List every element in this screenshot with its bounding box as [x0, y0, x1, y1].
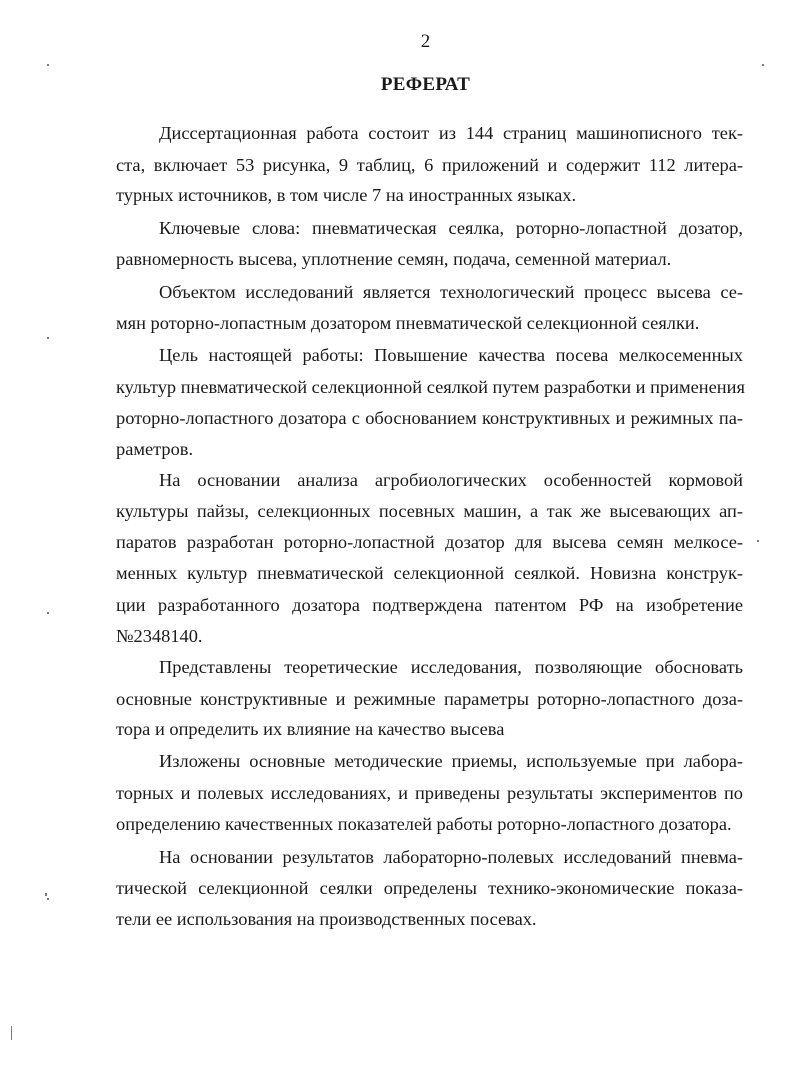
text-line: На основании результатов лабораторно-полевых исследований пневма-: [159, 847, 743, 867]
text-line: Изложены основные методические приемы, используемые при лабора-: [159, 751, 743, 771]
scan-speck: [762, 64, 764, 66]
text-line: ста, включает 53 рисунка, 9 таблиц, 6 приложений и содержит 112 литера-: [116, 155, 743, 175]
text-line: основные конструктивные и режимные параметры роторно-лопастного доза-: [116, 689, 743, 709]
text-line: турных источников, в том числе 7 на иностранных языках.: [116, 185, 577, 205]
text-line: определению качественных показателей работы роторно-лопастного дозатора.: [116, 814, 732, 834]
scan-speck: [47, 64, 49, 66]
scan-speck: [47, 337, 49, 339]
text-line: раметров.: [116, 439, 194, 459]
text-line: Представлены теоретические исследования, позволяющие обосновать: [159, 657, 743, 677]
text-line: культуры пайзы, селекционных посевных машин, а так же высевающих ап-: [116, 501, 743, 521]
scan-speck: [47, 898, 49, 900]
text-line: Объектом исследований является технологический процесс высева се-: [159, 282, 743, 302]
text-line: ции разработанного дозатора подтверждена патентом РФ на изобретение: [116, 595, 743, 615]
text-line: №2348140.: [116, 626, 203, 646]
text-line: роторно-лопастного дозатора с обоснованием конструктивных и режимных па-: [116, 408, 743, 428]
text-line: торных и полевых исследованиях, и приведены результаты экспериментов по: [116, 783, 743, 803]
text-line: Цель настоящей работы: Повышение качества посева мелкосеменных: [159, 345, 743, 365]
text-line: мян роторно-лопастным дозатором пневматической селекционной сеялки.: [116, 313, 700, 333]
text-line: культур пневматической селекционной сеялкой путем разработки и применения: [116, 377, 745, 397]
text-line: Диссертационная работа состоит из 144 страниц машинописного тек-: [159, 123, 743, 143]
page-number: 2: [420, 31, 431, 52]
text-line: На основании анализа агробиологических особенностей кормовой: [159, 470, 743, 490]
text-line: равномерность высева, уплотнение семян, подача, семенной материал.: [116, 249, 672, 269]
text-line: тора и определить их влияние на качество высева: [116, 719, 505, 739]
text-line: тели ее использования на производственных посевах.: [116, 909, 537, 929]
scan-speck: [11, 1026, 12, 1040]
page-title: РЕФЕРАТ: [380, 74, 471, 95]
scan-speck: [47, 612, 49, 614]
text-line: менных культур пневматической селекционной сеялкой. Новизна конструк-: [116, 563, 743, 583]
scan-speck: [757, 540, 759, 542]
scan-speck: [45, 893, 47, 896]
text-line: Ключевые слова: пневматическая сеялка, роторно-лопастной дозатор,: [159, 218, 743, 238]
text-line: паратов разработан роторно-лопастной дозатор для высева семян мелкосе-: [116, 532, 743, 552]
text-line: тической селекционной сеялки определены технико-экономические показа-: [116, 878, 743, 898]
